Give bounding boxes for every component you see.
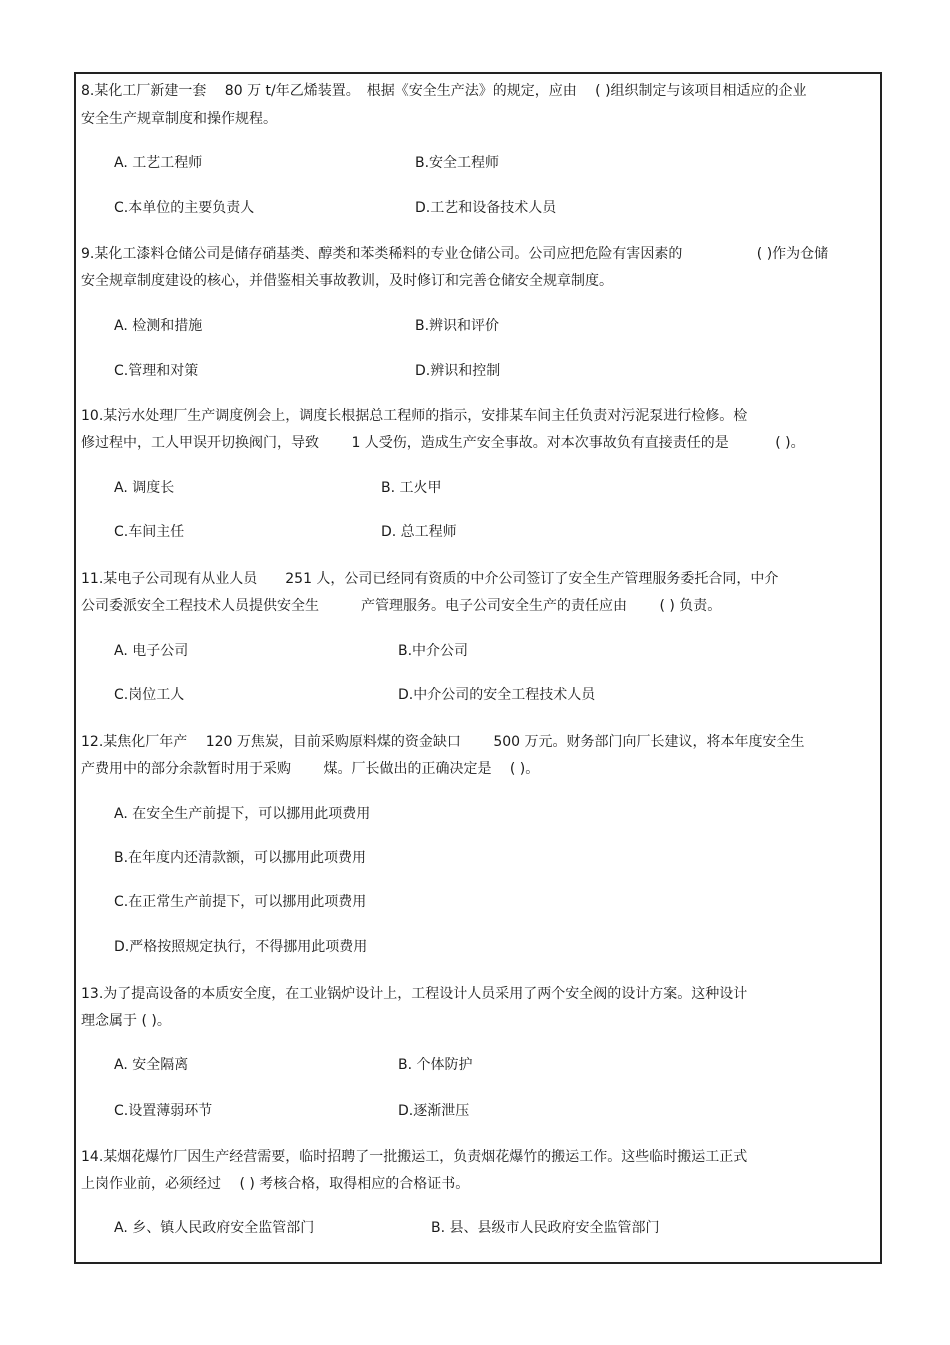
question-13-option-c: C.设置薄弱环节 (114, 1103, 213, 1119)
question-11-stem-line1: 11.某电子公司现有从业人员 251 人，公司已经同有资质的中介公司签订了安全生产管理服务委托合同，中介 (81, 571, 779, 587)
question-9-option-d: D.辨识和控制 (415, 363, 501, 379)
question-11-option-a: A. 电子公司 (114, 643, 189, 659)
question-8-option-b: B.安全工程师 (415, 155, 500, 171)
question-11-option-c: C.岗位工人 (114, 687, 185, 703)
question-10-option-a: A. 调度长 (114, 480, 175, 496)
question-8-option-d: D.工艺和设备技术人员 (415, 200, 557, 216)
question-11-stem-line2: 公司委派安全工程技术人员提供安全生 产管理服务。电子公司安全生产的责任应由 ( ) 负责。 (81, 598, 722, 614)
question-8-stem-line2: 安全生产规章制度和操作规程。 (81, 111, 277, 127)
question-9-stem-line1: 9.某化工漆料仓储公司是储存硝基类、醇类和苯类稀料的专业仓储公司。公司应把危险有害因素的 ( )作为仓储 (81, 246, 829, 262)
question-13-option-a: A. 安全隔离 (114, 1057, 189, 1073)
question-10-option-d: D. 总工程师 (381, 524, 457, 540)
question-11-option-b: B.中介公司 (398, 643, 469, 659)
question-14-option-b: B. 县、县级市人民政府安全监管部门 (431, 1220, 660, 1236)
question-11-option-d: D.中介公司的安全工程技术人员 (398, 687, 596, 703)
question-13-option-d: D.逐渐泄压 (398, 1103, 470, 1119)
question-12-option-c: C.在正常生产前提下，可以挪用此项费用 (114, 894, 367, 910)
question-9-option-c: C.管理和对策 (114, 363, 199, 379)
question-12-option-d: D.严格按照规定执行，不得挪用此项费用 (114, 939, 368, 955)
question-10-stem-line1: 10.某污水处理厂生产调度例会上，调度长根据总工程师的指示，安排某车间主任负责对污泥泵进行检修。检 (81, 408, 748, 424)
question-9-option-a: A. 检测和措施 (114, 318, 203, 334)
question-12-stem-line2: 产费用中的部分余款暂时用于采购 煤。厂长做出的正确决定是 ( )。 (81, 761, 540, 777)
question-14-stem-line2: 上岗作业前，必须经过 ( ) 考核合格，取得相应的合格证书。 (81, 1176, 470, 1192)
question-9-stem-line2: 安全规章制度建设的核心，并借鉴相关事故教训，及时修订和完善仓储安全规章制度。 (81, 273, 613, 289)
question-12-option-b: B.在年度内还清款额，可以挪用此项费用 (114, 850, 367, 866)
question-10-stem-line2: 修过程中，工人甲误开切换阀门，导致 1 人受伤，造成生产安全事故。对本次事故负有直接责任的是 ( )。 (81, 435, 805, 451)
question-8-option-a: A. 工艺工程师 (114, 155, 203, 171)
question-10-option-b: B. 工火甲 (381, 480, 442, 496)
question-10-option-c: C.车间主任 (114, 524, 185, 540)
question-12-stem-line1: 12.某焦化厂年产 120 万焦炭，目前采购原料煤的资金缺口 500 万元。财务部门向厂长建议，将本年度安全生 (81, 734, 805, 750)
question-14-option-a: A. 乡、镇人民政府安全监管部门 (114, 1220, 315, 1236)
question-8-option-c: C.本单位的主要负责人 (114, 200, 255, 216)
question-14-stem-line1: 14.某烟花爆竹厂因生产经营需要，临时招聘了一批搬运工，负责烟花爆竹的搬运工作。这些临时搬运工正式 (81, 1149, 748, 1165)
question-13-option-b: B. 个体防护 (398, 1057, 473, 1073)
question-8-stem-line1: 8.某化工厂新建一套 80 万 t/年乙烯装置。 根据《安全生产法》的规定，应由 ( )组织制定与该项目相适应的企业 (81, 83, 807, 99)
question-13-stem-line2: 理念属于 ( )。 (81, 1013, 171, 1029)
question-9-option-b: B.辨识和评价 (415, 318, 500, 334)
question-12-option-a: A. 在安全生产前提下，可以挪用此项费用 (114, 806, 371, 822)
question-13-stem-line1: 13.为了提高设备的本质安全度，在工业锅炉设计上，工程设计人员采用了两个安全阀的设计方案。这种设计 (81, 986, 748, 1002)
